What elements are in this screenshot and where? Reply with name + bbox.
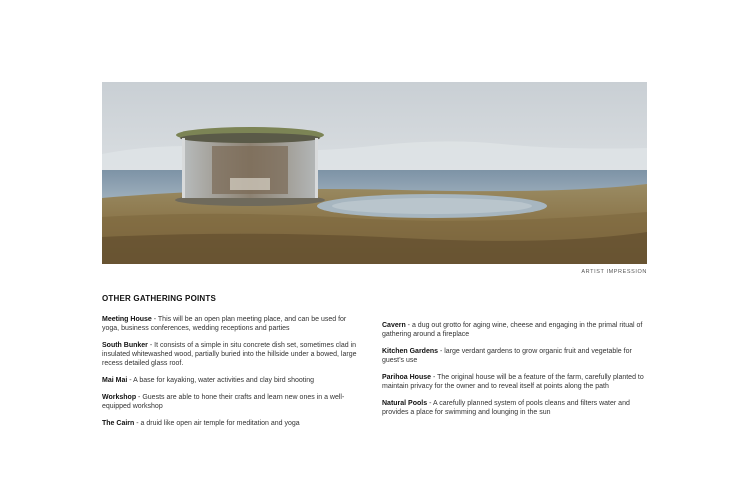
item-name: Meeting House: [102, 316, 152, 323]
item-name: Workshop: [102, 394, 137, 401]
list-item: Mai Mai - A base for kayaking, water activities and clay bird shooting: [102, 377, 315, 385]
list-item: The Cairn - a druid like open air temple for meditation and yoga: [102, 420, 300, 427]
item-name: Mai Mai: [102, 377, 128, 385]
item-description: It consists of a simple in situ concrete dish set, sometimes clad in insulated whitewashed wood, partially buried into the hillside under a bowed, large recess detailed glass roof.: [102, 342, 357, 368]
item-name: South Bunker: [102, 342, 148, 349]
item-name: Parihoa House: [382, 374, 432, 381]
item-name: Kitchen Gardens: [382, 348, 439, 355]
item-description: A carefully planned system of pools cleans and filters water and provides a place for swimming and lounging in the sun: [382, 400, 630, 417]
item-name: Cavern: [382, 322, 406, 329]
left-column: [102, 315, 364, 436]
item-description: The original house will be a feature of the farm, carefully planted to maintain privacy for the owner and to reveal itself at points along the path: [382, 374, 644, 391]
list-item: Meeting House - This will be an open plan meeting place, and can be used for yoga, business conferences, wedding receptions and parties: [102, 316, 347, 333]
item-name: Natural Pools: [382, 400, 428, 407]
list-item: Kitchen Gardens - large verdant gardens to grow organic fruit and vegetable for guest’s use: [382, 348, 632, 365]
right-column: [382, 321, 644, 425]
image-caption: ARTIST IMPRESSION: [581, 269, 647, 275]
list-item: South Bunker - It consists of a simple in situ concrete dish set, sometimes clad in insulated whitewashed wood, partially buried into the hillside under a bowed, large recess detailed glass roof.: [102, 342, 357, 368]
item-description: A base for kayaking, water activities and clay bird shooting: [133, 377, 315, 385]
list-item: Natural Pools - A carefully planned system of pools cleans and filters water and provides a place for swimming and lounging in the sun: [382, 400, 630, 417]
item-description: This will be an open plan meeting place, and can be used for yoga, business conferences, wedding receptions and parties: [102, 316, 347, 333]
item-description: large verdant gardens to grow organic fruit and vegetable for guest’s use: [382, 348, 632, 365]
section-title: OTHER GATHERING POINTS: [102, 294, 217, 303]
item-description: a dug out grotto for aging wine, cheese and engaging in the primal ritual of gathering around a fireplace: [382, 322, 643, 339]
item-description: a druid like open air temple for meditation and yoga: [140, 420, 300, 427]
list-item: Workshop - Guests are able to hone their crafts and learn new ones in a well-equipped workshop: [102, 394, 345, 411]
hero-image: [102, 82, 647, 264]
item-name: The Cairn: [102, 420, 135, 427]
item-description: Guests are able to hone their crafts and learn new ones in a well-equipped workshop: [102, 394, 345, 411]
pavilion-illustration: [102, 82, 647, 264]
list-item: Cavern - a dug out grotto for aging wine, cheese and engaging in the primal ritual of gathering around a fireplace: [382, 322, 643, 339]
list-item: Parihoa House - The original house will be a feature of the farm, carefully planted to maintain privacy for the owner and to reveal itself at points along the path: [382, 374, 644, 391]
